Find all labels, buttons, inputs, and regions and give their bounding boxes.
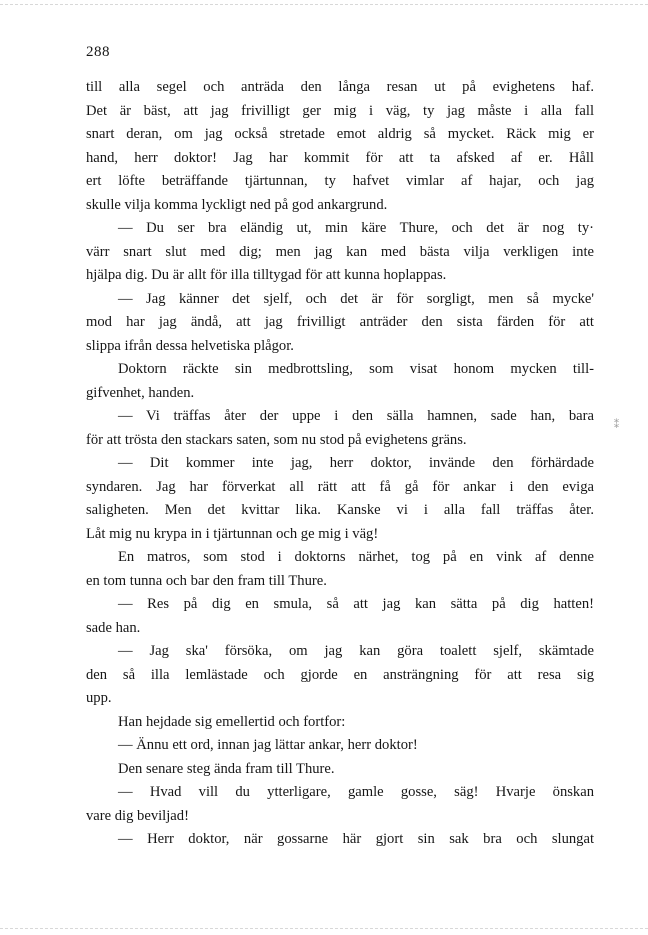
text-line: — Dit kommer inte jag, herr doktor, invände den förhärdade (118, 455, 594, 471)
text-line: — Jag känner det sjelf, och det är för sorgligt, men så mycke' (118, 290, 594, 307)
top-edge-artifact (0, 4, 648, 6)
text-line: hand, herr doktor! Jag har kommit för att ta afsked af er. Håll (86, 149, 594, 166)
text-line: — Res på dig en smula, så att jag kan sätta på dig hatten! (118, 596, 594, 612)
text-line: — Jag ska' försöka, om jag kan göra toalett sjelf, skämtade (118, 643, 594, 659)
body-text (86, 76, 594, 852)
text-line: — Du ser bra eländig ut, min käre Thure, och det är nog ty· (118, 220, 594, 236)
text-line: sade han. (86, 619, 141, 636)
text-line: mod har jag ändå, att jag frivilligt anträder den sista färden för att (86, 314, 594, 330)
text-line: ert löfte beträffande tjärtunnan, ty hafvet vimlar af hajar, och jag (86, 173, 594, 189)
text-line: — Hvad vill du ytterligare, gamle gosse, säg! Hvarje önskan (118, 784, 594, 800)
bottom-edge-artifact (0, 928, 648, 930)
text-line: skulle vilja komma lyckligt ned på god ankargrund. (86, 196, 388, 213)
text-line: Det är bäst, att jag frivilligt ger mig i väg, ty jag måste i alla fall (86, 102, 594, 119)
text-line: syndaren. Jag har förverkat all rätt att få gå för ankar i den eviga (86, 478, 594, 495)
text-line: Låt mig nu krypa in i tjärtunnan och ge mig i väg! (86, 525, 379, 542)
text-line: för att trösta den stackars saten, som nu stod på evighetens gräns. (86, 431, 467, 448)
text-line: — Ännu ett ord, innan jag lättar ankar, herr doktor! (118, 737, 418, 753)
text-line: en tom tunna och bar den fram till Thure. (86, 572, 327, 589)
text-line: värr snart slut med dig; men jag kan med bästa vilja verkligen inte (86, 243, 594, 260)
text-line: — Vi träffas åter der uppe i den sälla hamnen, sade han, bara (118, 408, 594, 424)
text-line: till alla segel och anträda den långa resan ut på evighetens haf. (86, 79, 594, 95)
text-line: Doktorn räckte sin medbrottsling, som visat honom mycken till- (118, 361, 594, 377)
text-line: upp. (86, 690, 112, 706)
text-line: saligheten. Men det kvittar lika. Kanske vi i alla fall träffas åter. (86, 502, 594, 518)
text-line: slippa ifrån dessa helvetiska plågor. (86, 337, 294, 354)
margin-smudge: ⁑ (614, 420, 619, 431)
text-line: hjälpa dig. Du är allt för illa tilltygad för att kunna hoplappas. (86, 267, 447, 283)
text-line: — Herr doktor, när gossarne här gjort sin sak bra och slungat (118, 831, 594, 847)
text-line: snart deran, om jag också stretade emot aldrig så mycket. Räck mig er (86, 126, 594, 142)
text-line: den så illa lemlästade och gjorde en ansträngning för att resa sig (86, 666, 594, 683)
page-number: 288 (86, 44, 110, 60)
text-line: vare dig beviljad! (86, 807, 189, 824)
text-line: Den senare steg ända fram till Thure. (118, 760, 335, 777)
text-line: En matros, som stod i doktorns närhet, tog på en vink af denne (118, 549, 594, 565)
text-line: gifvenhet, handen. (86, 384, 195, 401)
text-line: Han hejdade sig emellertid och fortfor: (118, 713, 346, 730)
